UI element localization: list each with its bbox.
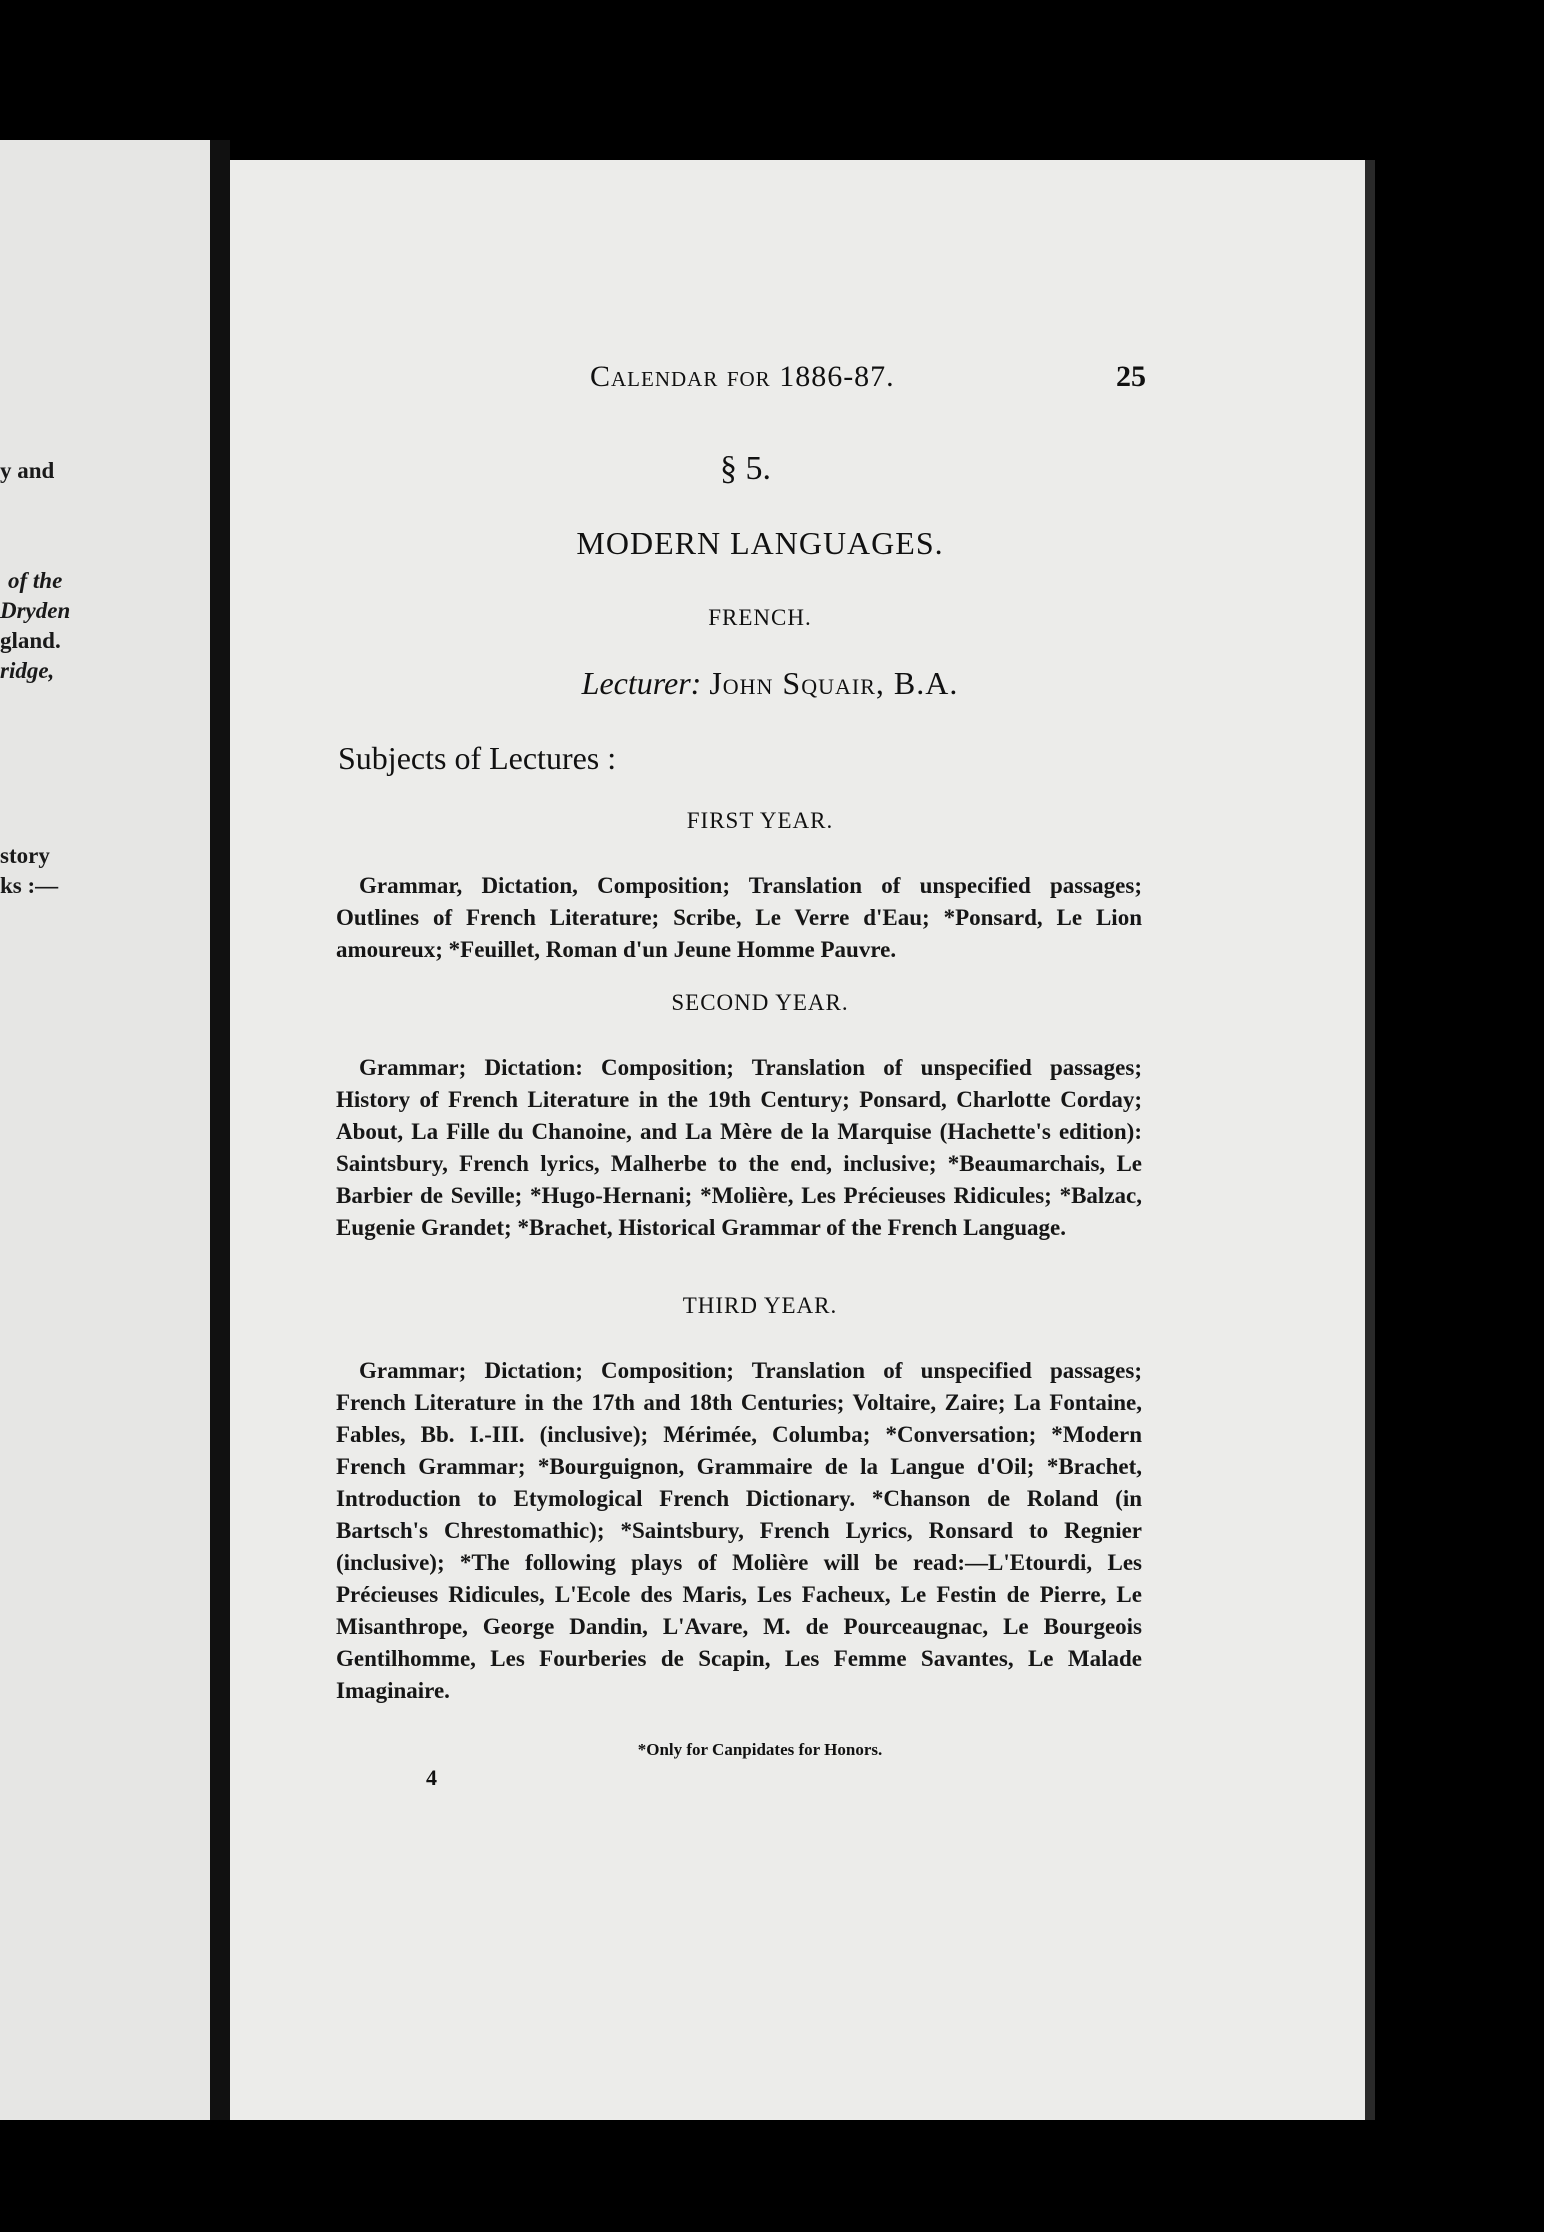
book-gutter [210, 140, 230, 2120]
facing-page [0, 140, 210, 2120]
section-mark: § 5. [720, 450, 771, 487]
facing-page-fragment: gland. [0, 628, 61, 653]
subjects-heading: Subjects of Lectures : [338, 740, 617, 776]
lecturer-label: Lecturer: [581, 665, 702, 701]
page-title: MODERN LANGUAGES. [576, 525, 944, 561]
lecturer-name: John Squair, B.A. [709, 665, 959, 701]
document-page [230, 160, 1365, 2120]
facing-page-fragment: ridge, [0, 658, 55, 683]
facing-page-fragment: ks :— [0, 873, 59, 898]
year-paragraph: Grammar, Dictation, Composition; Translation of unspecified passages; Outlines of French Literature; Scribe, Le Verre d'Eau; *Ponsard, Le Lion amoureux; *Feuillet, Roman d'un Jeune Homme Pauvre. [336, 873, 1142, 962]
running-head [590, 360, 895, 394]
year-heading: SECOND YEAR. [671, 990, 849, 1015]
facing-page-fragment: of the [8, 568, 63, 593]
signature-mark: 4 [426, 1765, 437, 1790]
running-head-year: 1886-87. [779, 360, 895, 393]
year-heading: THIRD YEAR. [682, 1293, 838, 1318]
year-paragraph: Grammar; Dictation; Composition; Translation of unspecified passages; French Literature in the 17th and 18th Centuries; Voltaire, Zaire; La Fontaine, Fables, Bb. I.-III. (inclusive); Mérimée, Columba; *Conversation; *Modern French Grammar; *Bourguignon, Grammaire de la Langue d'Oil; *Brachet, Introduction to Etymological French Dictionary. *Chanson de Roland (in Bartsch's Chrestomathic); *Saintsbury, French Lyrics, Ronsard to Regnier (inclusive); *The following plays of Molière will be read:—L'Etourdi, Les Précieuses Ridicules, L'Ecole des Maris, Les Facheux, Le Festin de Pierre, Le Misanthrope, George Dandin, L'Avare, M. de Pourceaugnac, Le Bourgeois Gentilhomme, Les Fourberies de Scapin, Les Femme Savantes, Le Malade Imaginaire. [336, 1358, 1142, 1703]
subtitle: FRENCH. [708, 605, 812, 630]
running-head-text: Calendar for [590, 360, 771, 393]
footnote: *Only for Canpidates for Honors. [637, 1740, 883, 1759]
year-heading: FIRST YEAR. [686, 808, 834, 833]
facing-page-fragment: y and [0, 458, 55, 483]
page-number: 25 [1116, 360, 1146, 393]
facing-page-fragment: Dryden [0, 598, 71, 623]
year-paragraph: Grammar; Dictation: Composition; Translation of unspecified passages; History of French Literature in the 19th Century; Ponsard, Charlotte Corday; About, La Fille du Chanoine, and La Mère de la Marquise (Hachette's edition): Saintsbury, French lyrics, Malherbe to the end, inclusive; *Beaumarchais, Le Barbier de Seville; *Hugo-Hernani; *Molière, Les Précieuses Ridicules; *Balzac, Eugenie Grandet; *Brachet, Historical Grammar of the French Language. [336, 1055, 1142, 1240]
page-edge [1365, 160, 1375, 2120]
facing-page-fragment: story [0, 843, 50, 868]
lecturer-line [530, 665, 1010, 702]
